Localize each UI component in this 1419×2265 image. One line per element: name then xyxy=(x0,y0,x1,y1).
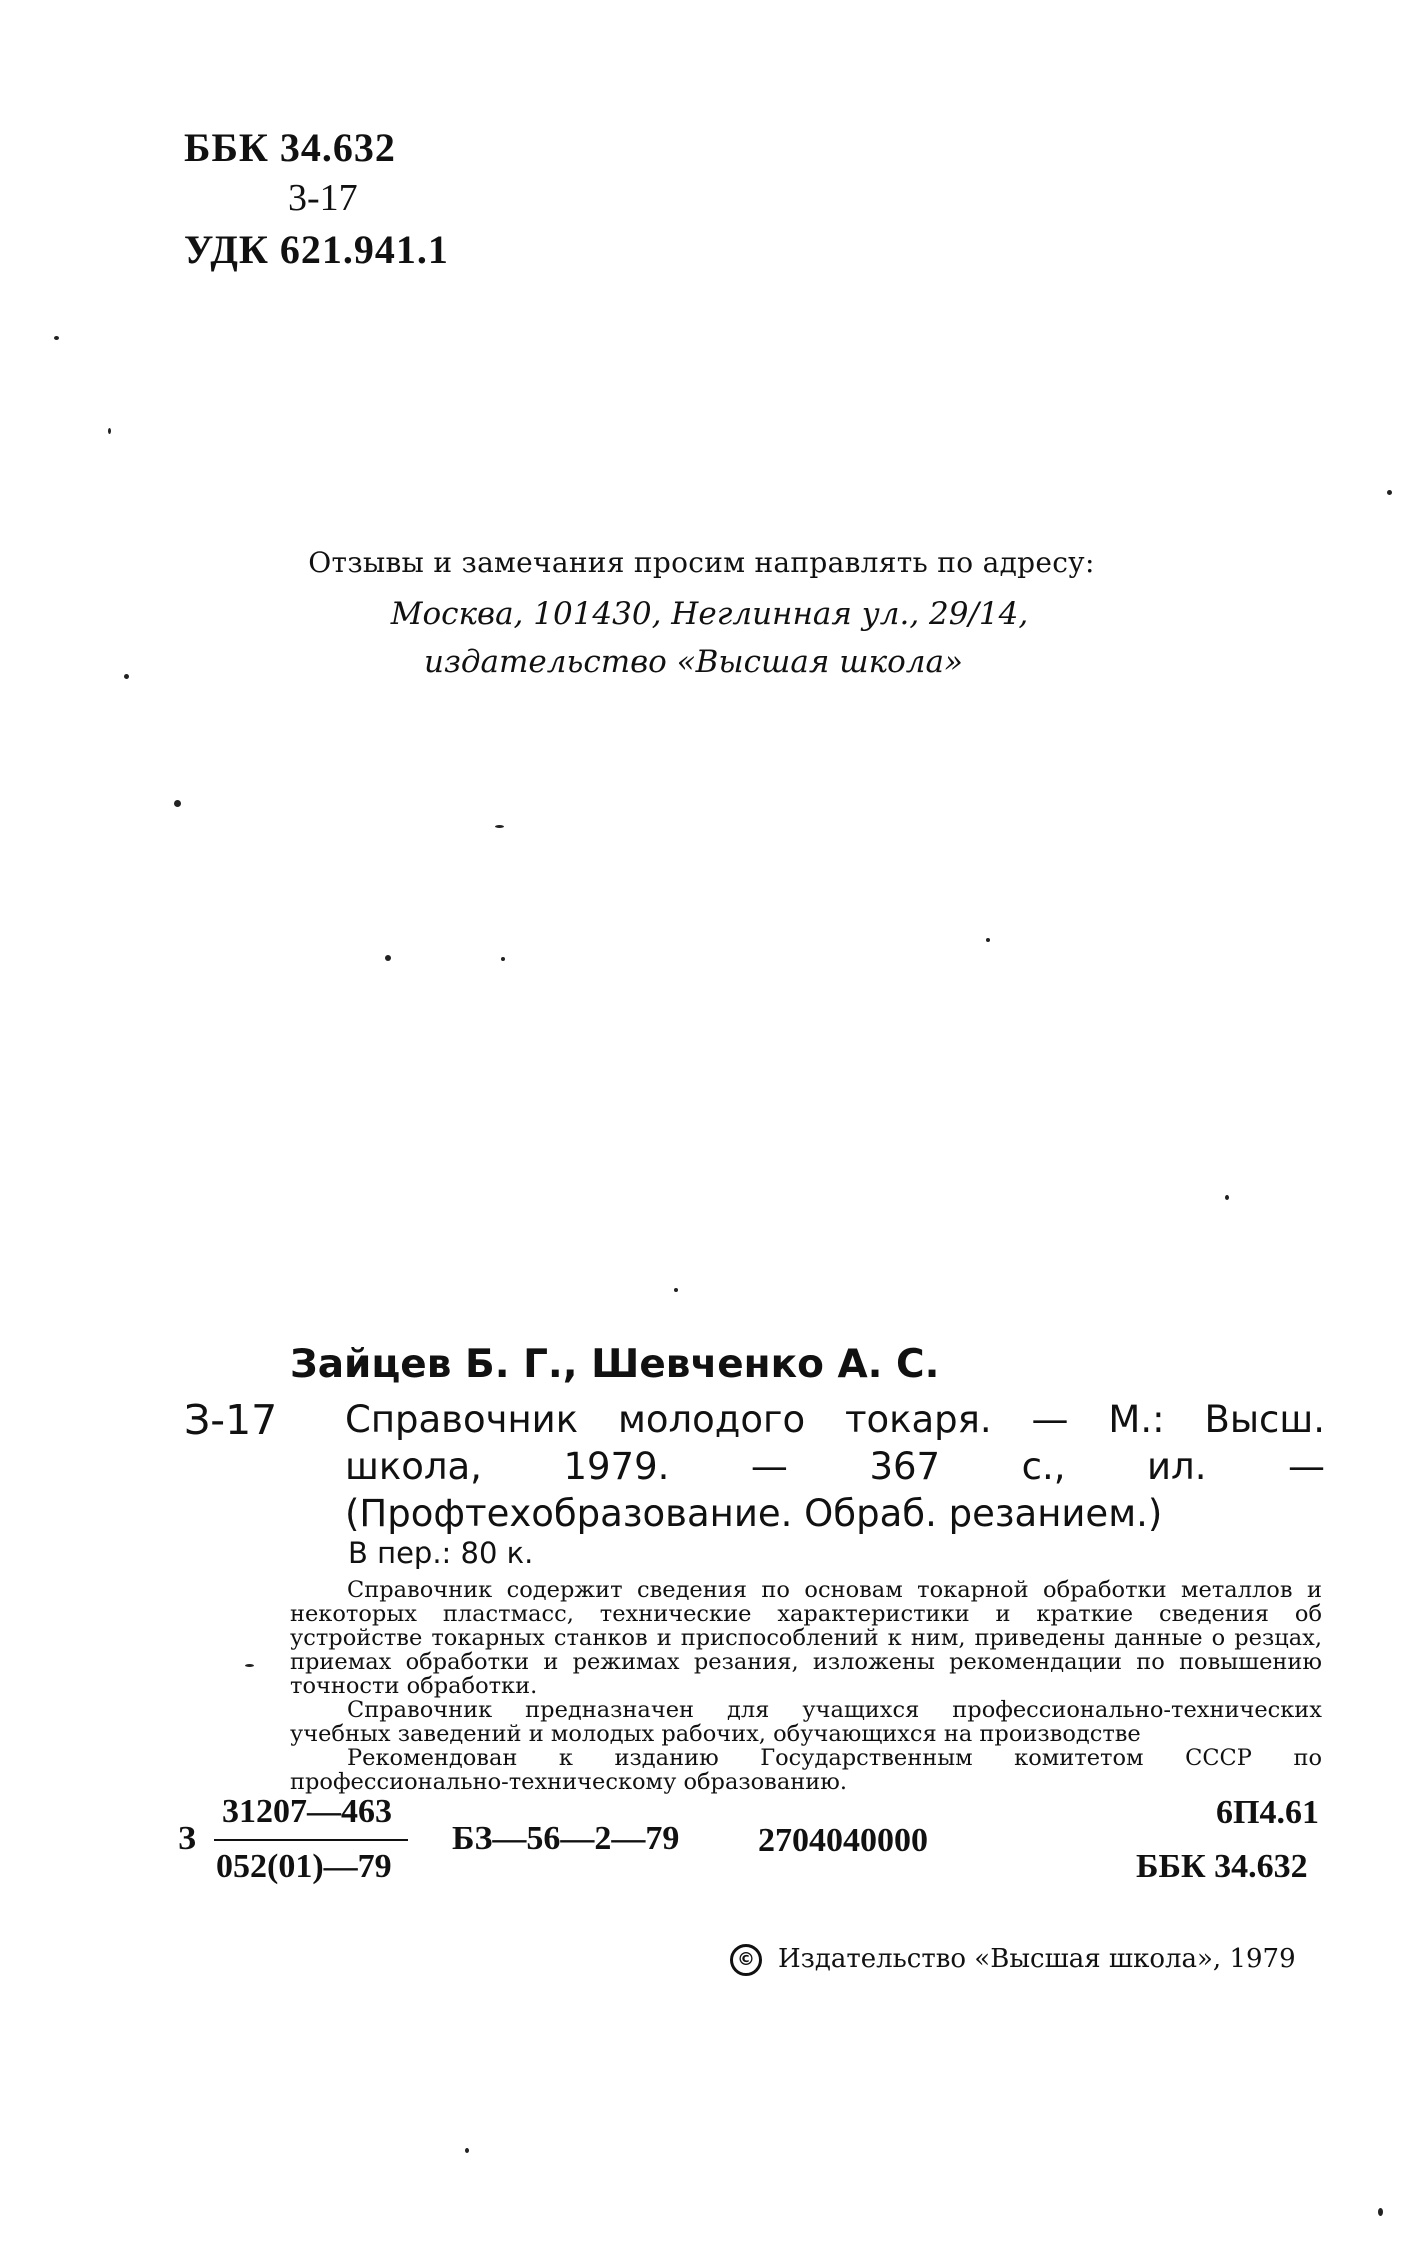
copyright-text: Издательство «Высшая школа», 1979 xyxy=(778,1944,1296,1974)
scan-speck xyxy=(986,938,990,942)
address-request: Отзывы и замечания просим направлять по адресу: xyxy=(308,546,1095,579)
udk-code: УДК 621.941.1 xyxy=(184,227,449,272)
imprint-index: 6П4.61 xyxy=(1216,1794,1319,1831)
scan-speck xyxy=(174,800,181,807)
annotation-paragraph: Рекомендован к изданию Государственным комитетом СССР по профессионально-техническому образованию. xyxy=(290,1745,1322,1795)
scan-speck xyxy=(385,955,391,961)
address-publisher: издательство «Высшая школа» xyxy=(424,644,963,680)
scan-speck xyxy=(124,674,129,679)
annotation-paragraph: Справочник содержит сведения по основам токарной обработки металлов и некоторых пластмасс, технические характеристики и краткие сведения об устройстве токарных станков и приспособлений к ним, приведены данные о резцах, приемах обработки и режимах резания, изложены рекомендации по повышению точности обработки. xyxy=(290,1577,1322,1699)
imprint-bbk: ББК 34.632 xyxy=(1136,1848,1308,1885)
copyright-icon: © xyxy=(730,1944,762,1976)
card-annotation xyxy=(290,1578,1322,1794)
card-title: Справочник молодого токаря. — М.: Высш. школа, 1979. — 367 с., ил. — (Профтехобразование. Обраб. резанием.) xyxy=(345,1398,1325,1535)
imprint-letter: З xyxy=(178,1820,196,1857)
imprint-number: 2704040000 xyxy=(758,1822,928,1859)
scan-speck xyxy=(245,1664,254,1667)
author-code: 3-17 xyxy=(288,177,358,219)
scan-speck xyxy=(1378,2208,1383,2216)
imprint-numerator: 31207—463 xyxy=(222,1793,392,1830)
imprint-fraction-line xyxy=(214,1839,408,1841)
scan-speck xyxy=(1225,1195,1229,1200)
copyright-line xyxy=(730,1944,1296,1976)
card-code: З-17 xyxy=(184,1396,278,1444)
scan-speck xyxy=(465,2148,469,2153)
address-street: Москва, 101430, Неглинная ул., 29/14, xyxy=(390,596,1029,632)
imprint-plan: БЗ—56—2—79 xyxy=(452,1820,680,1857)
annotation-paragraph: Справочник предназначен для учащихся профессионально-технических учебных заведений и молодых рабочих, обучающихся на производстве xyxy=(290,1697,1322,1747)
scan-speck xyxy=(501,957,505,961)
scan-speck xyxy=(108,428,111,434)
imprint-denominator: 052(01)—79 xyxy=(216,1848,392,1885)
scan-speck xyxy=(495,825,504,828)
card-price: В пер.: 80 к. xyxy=(348,1536,534,1570)
scan-speck xyxy=(54,336,59,340)
card-authors: Зайцев Б. Г., Шевченко А. С. xyxy=(290,1342,940,1387)
bbk-code: ББК 34.632 xyxy=(184,125,396,170)
scan-speck xyxy=(1387,490,1392,495)
scan-speck xyxy=(674,1288,678,1292)
